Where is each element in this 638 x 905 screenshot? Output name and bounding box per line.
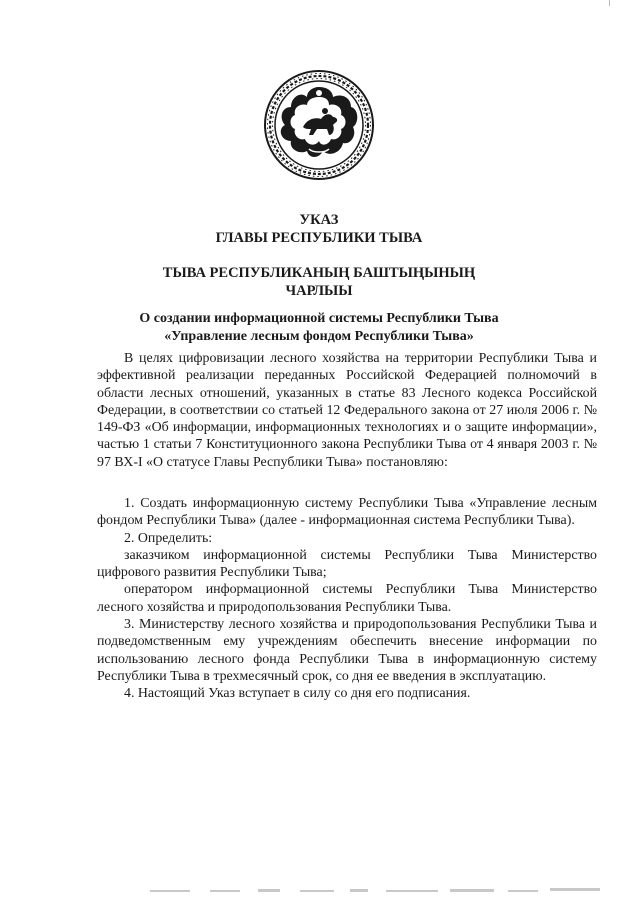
point-2-operator: оператором информационной системы Республики Тыва Министерство лесного хозяйства и природопользования Республики Тыва. xyxy=(97,582,597,615)
point-3: 3. Министерству лесного хозяйства и природопользования Республики Тыва и подведомственным ему учреждениям обеспечить внесение информации по использованию лесного фонда Республики Тыва в информационную систему Республики Тыва в трехмесячный срок, со дня ее введения в эксплуатацию. xyxy=(97,617,597,684)
republic-of-tyva-coat-of-arms-icon xyxy=(263,69,375,181)
preamble-section xyxy=(97,350,597,471)
decree-title-line2: «Управление лесным фондом Республики Тыва» xyxy=(164,329,474,344)
decree-title-line1: О создании информационной системы Республики Тыва xyxy=(139,311,499,326)
scan-artifact-marks xyxy=(150,884,610,896)
preamble-paragraph: В целях цифровизации лесного хозяйства на территории Республики Тыва и эффективной реализации переданных Российской Федерацией полномочий в области лесных отношений, указанных в статье 83 Лесного кодекса Российской Федерации, в соответствии со статьей 12 Федерального закона от 27 июля 2006 г. № 149-ФЗ «Об информации, информационных технологиях и о защите информации», частью 1 статьи 7 Конституционного закона Республики Тыва от 4 января 2003 г. № 97 ВХ-I «О статусе Главы Республики Тыва» постановляю: xyxy=(97,351,597,470)
point-2-customer: заказчиком информационной системы Республики Тыва Министерство цифрового развития Республики Тыва; xyxy=(97,547,597,581)
head-of-republic-heading: ГЛАВЫ РЕСПУБЛИКИ ТЫВА xyxy=(215,230,423,246)
decree-heading: УКАЗ xyxy=(299,212,339,228)
point-4: 4. Настоящий Указ вступает в силу со дня его подписания. xyxy=(124,686,471,702)
scan-corner-mark xyxy=(609,0,610,6)
tyvan-heading-line1: ТЫВА РЕСПУБЛИКАНЫҢ БАШТЫҢЫНЫҢ xyxy=(162,265,476,281)
decree-points xyxy=(97,495,597,703)
point-2: 2. Определить: xyxy=(124,530,213,546)
point-1: 1. Создать информационную систему Республики Тыва «Управление лесным фондом Республики Тыва» (далее - информационная система Республики Тыва). xyxy=(97,496,597,529)
tyvan-heading-line2: ЧАРЛЫЫ xyxy=(285,283,353,299)
